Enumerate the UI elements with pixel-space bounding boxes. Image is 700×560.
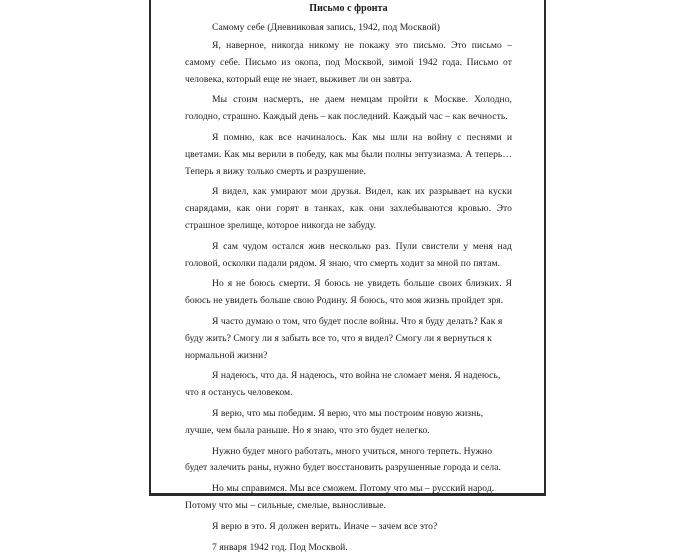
paragraph: Я видел, как умирают мои друзья. Видел, как их разрывает на куски снарядами, как они горят в танках, как они захлебываются кровью. Это страшное зрелище, которое никогда не забуду. [185, 186, 512, 231]
paragraph: Я верю, что мы победим. Я верю, что мы построим новую жизнь, лучше, чем была раньше. Но я знаю, что это будет нелегко. [185, 407, 484, 436]
paragraph: Я надеюсь, что да. Я надеюсь, что война не сломает меня. Я надеюсь, что я останусь человеком. [185, 370, 501, 399]
paragraph: Я сам чудом остался жив несколько раз. Пули свистели у меня над головой, осколки падали рядом. Я знаю, что смерть ходит за мной по пятам. [185, 240, 512, 269]
document-title: Письмо с фронта [309, 3, 388, 14]
paragraph: Я часто думаю о том, что будет после войны. Что я буду делать? Как я буду жить? Смогу ли я забыть все то, что я видел? Смогу ли я вернуться к нормальной жизни? [185, 315, 503, 361]
paragraph: Но я не боюсь смерти. Я боюсь не увидеть больше своих близких. Я боюсь не увидеть больше свою Родину. Я боюсь, что моя жизнь пройдет зря. [185, 278, 512, 307]
paragraph: Мы стоим насмерть, не даем немцам пройти к Москве. Холодно, голодно, страшно. Каждый день – как последний. Каждый час – как вечность. [185, 94, 512, 123]
document-page [185, 0, 512, 560]
paragraph: Я, наверное, никогда никому не покажу это письмо. Это письмо – самому себе. Письмо из окопа, под Москвой, зимой 1942 года. Письмо от человека, который еще не знает, выживет ли он завтра. [185, 40, 512, 85]
document-subtitle: Самому себе (Дневниковая запись, 1942, под Москвой) [212, 22, 440, 33]
document-closing-date: 7 января 1942 год. Под Москвой. [212, 541, 348, 553]
paragraph: Нужно будет много работать, много учиться, много терпеть. Нужно будет залечить раны, нужно будет восстановить разрушенные города и села. [185, 445, 501, 474]
paragraph: Но мы справимся. Мы все сможем. Потому что мы – русский народ. Потому что мы – сильные, смелые, выносливые. [185, 483, 495, 511]
paragraph: Я верю в это. Я должен верить. Иначе – зачем все это? [212, 520, 438, 532]
paragraph: Я помню, как все начиналось. Как мы шли на войну с песнями и цветами. Как мы верили в победу, как мы были полны энтузиазма. А теперь… Теперь я вижу только смерть и разрушение. [185, 131, 512, 177]
